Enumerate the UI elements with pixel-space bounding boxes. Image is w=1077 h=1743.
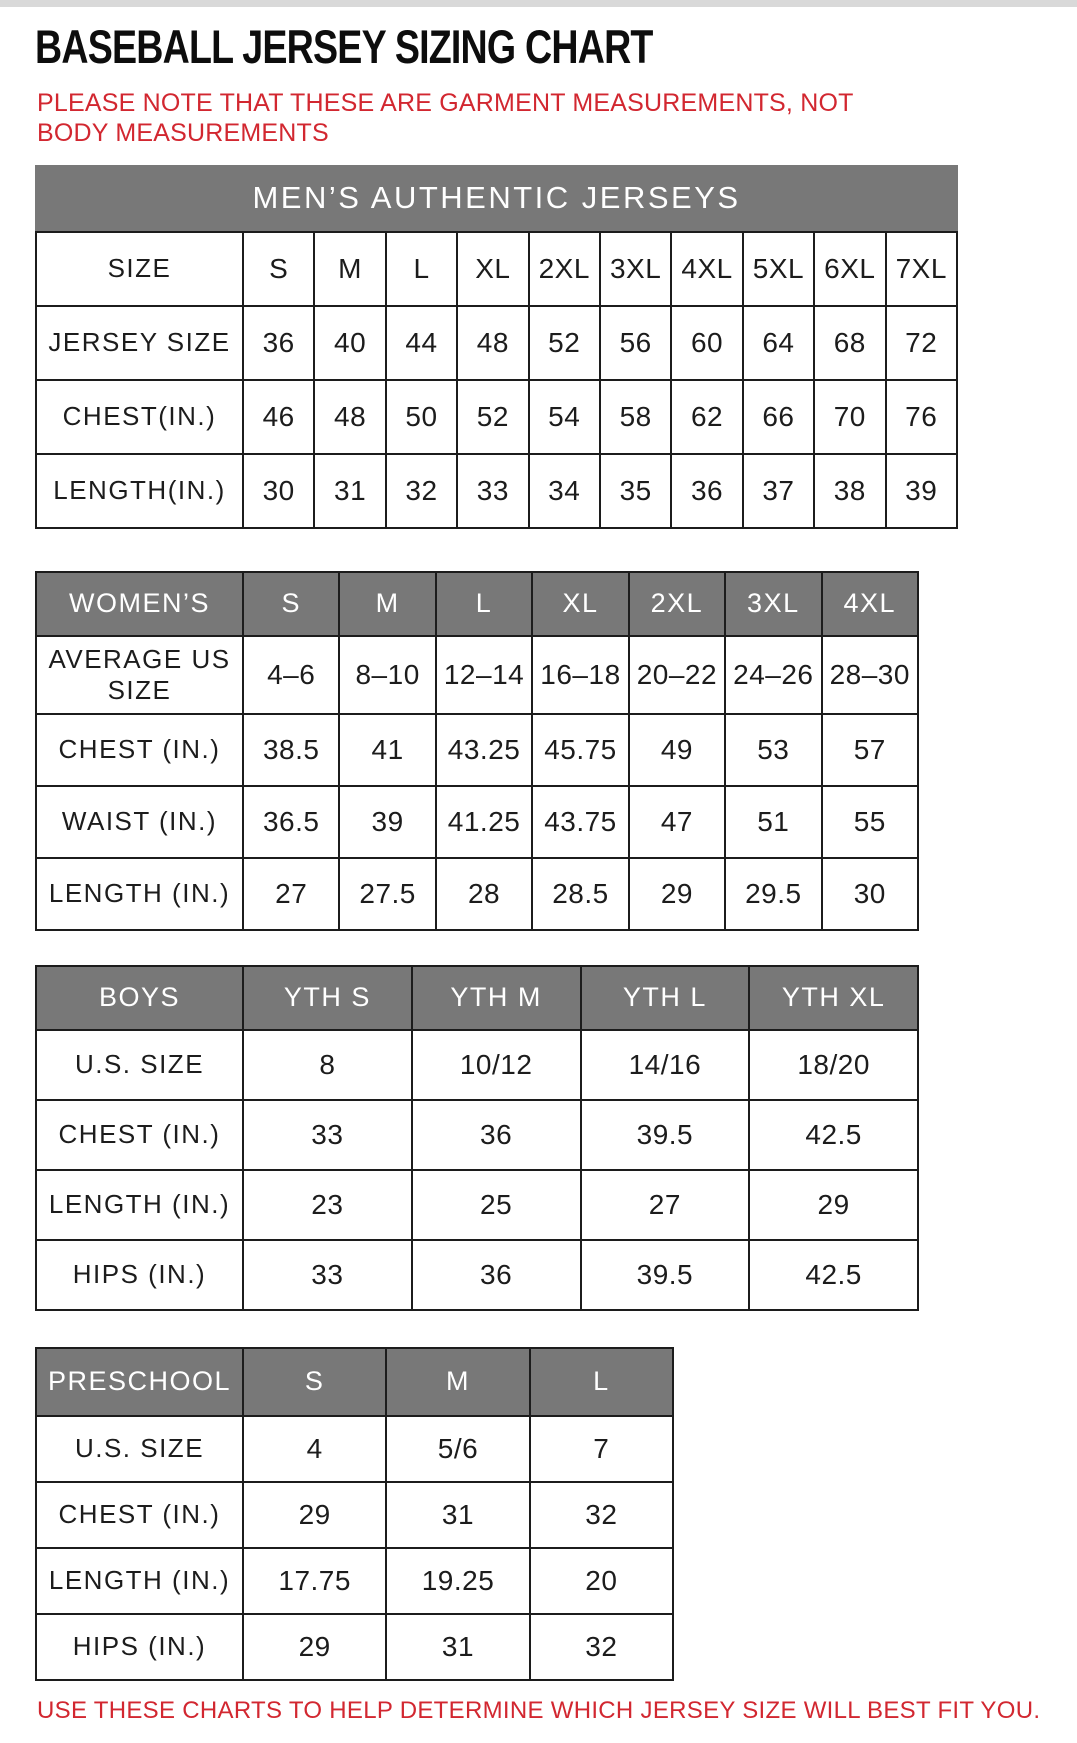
womens-row-label: LENGTH (IN.) [36, 858, 243, 930]
womens-value-cell: 53 [725, 714, 821, 786]
preschool-row [36, 1416, 673, 1482]
preschool-table-section [35, 1347, 674, 1681]
mens-value-cell: 72 [886, 306, 957, 380]
womens-value-cell: 30 [822, 858, 918, 930]
womens-row [36, 714, 918, 786]
womens-col-header: 4XL [822, 572, 918, 636]
boys-row-label: HIPS (IN.) [36, 1240, 243, 1310]
mens-value-cell: 44 [386, 306, 457, 380]
womens-value-cell: 41.25 [436, 786, 532, 858]
mens-value-cell: 48 [457, 306, 528, 380]
boys-header-row [36, 966, 918, 1030]
top-strip [0, 0, 1077, 7]
womens-value-cell: 47 [629, 786, 725, 858]
mens-value-cell: 6XL [814, 232, 885, 306]
womens-table [35, 571, 919, 931]
page-title: BASEBALL JERSEY SIZING CHART [35, 20, 653, 73]
mens-row [36, 380, 957, 454]
boys-row [36, 1100, 918, 1170]
preschool-value-cell: 31 [386, 1614, 529, 1680]
womens-col-header: 2XL [629, 572, 725, 636]
boys-header-label: BOYS [36, 966, 243, 1030]
womens-value-cell: 45.75 [532, 714, 628, 786]
mens-value-cell: 39 [886, 454, 957, 528]
mens-value-cell: 38 [814, 454, 885, 528]
womens-col-header: 3XL [725, 572, 821, 636]
boys-value-cell: 42.5 [749, 1100, 918, 1170]
preschool-value-cell: 19.25 [386, 1548, 529, 1614]
boys-value-cell: 10/12 [412, 1030, 581, 1100]
mens-value-cell: 31 [314, 454, 385, 528]
preschool-value-cell: 7 [530, 1416, 673, 1482]
boys-row [36, 1240, 918, 1310]
womens-value-cell: 28–30 [822, 636, 918, 714]
preschool-row-label: U.S. SIZE [36, 1416, 243, 1482]
preschool-value-cell: 29 [243, 1614, 386, 1680]
mens-value-cell: 4XL [671, 232, 742, 306]
womens-value-cell: 39 [339, 786, 435, 858]
womens-header-row [36, 572, 918, 636]
boys-value-cell: 33 [243, 1240, 412, 1310]
womens-col-header: M [339, 572, 435, 636]
womens-value-cell: 12–14 [436, 636, 532, 714]
mens-value-cell: 7XL [886, 232, 957, 306]
mens-row [36, 232, 957, 306]
mens-value-cell: 64 [743, 306, 814, 380]
mens-value-cell: 40 [314, 306, 385, 380]
womens-col-header: L [436, 572, 532, 636]
mens-value-cell: 76 [886, 380, 957, 454]
boys-value-cell: 39.5 [581, 1100, 750, 1170]
boys-table-section [35, 965, 919, 1311]
preschool-col-header: L [530, 1348, 673, 1416]
boys-col-header: YTH S [243, 966, 412, 1030]
mens-value-cell: 36 [243, 306, 314, 380]
preschool-row-label: LENGTH (IN.) [36, 1548, 243, 1614]
womens-value-cell: 51 [725, 786, 821, 858]
womens-value-cell: 29.5 [725, 858, 821, 930]
mens-value-cell: 34 [529, 454, 600, 528]
womens-value-cell: 28.5 [532, 858, 628, 930]
preschool-value-cell: 32 [530, 1482, 673, 1548]
boys-value-cell: 18/20 [749, 1030, 918, 1100]
mens-row-label: JERSEY SIZE [36, 306, 243, 380]
mens-value-cell: 37 [743, 454, 814, 528]
mens-value-cell: 62 [671, 380, 742, 454]
mens-value-cell: 2XL [529, 232, 600, 306]
mens-value-cell: 46 [243, 380, 314, 454]
boys-row-label: LENGTH (IN.) [36, 1170, 243, 1240]
boys-col-header: YTH L [581, 966, 750, 1030]
womens-value-cell: 55 [822, 786, 918, 858]
womens-value-cell: 36.5 [243, 786, 339, 858]
mens-value-cell: 3XL [600, 232, 671, 306]
boys-row-label: CHEST (IN.) [36, 1100, 243, 1170]
womens-value-cell: 57 [822, 714, 918, 786]
mens-value-cell: 54 [529, 380, 600, 454]
womens-row-label: CHEST (IN.) [36, 714, 243, 786]
boys-row [36, 1030, 918, 1100]
mens-table-section [35, 165, 958, 529]
womens-table-section [35, 571, 919, 931]
mens-value-cell: 35 [600, 454, 671, 528]
womens-value-cell: 27 [243, 858, 339, 930]
mens-value-cell: 32 [386, 454, 457, 528]
mens-value-cell: 66 [743, 380, 814, 454]
mens-value-cell: 70 [814, 380, 885, 454]
boys-value-cell: 25 [412, 1170, 581, 1240]
mens-banner: MEN’S AUTHENTIC JERSEYS [35, 165, 958, 231]
preschool-row [36, 1548, 673, 1614]
boys-value-cell: 8 [243, 1030, 412, 1100]
boys-row [36, 1170, 918, 1240]
preschool-value-cell: 31 [386, 1482, 529, 1548]
preschool-value-cell: 32 [530, 1614, 673, 1680]
boys-row-label: U.S. SIZE [36, 1030, 243, 1100]
mens-value-cell: 52 [457, 380, 528, 454]
mens-row [36, 454, 957, 528]
mens-value-cell: 36 [671, 454, 742, 528]
preschool-row [36, 1614, 673, 1680]
boys-value-cell: 36 [412, 1100, 581, 1170]
womens-value-cell: 28 [436, 858, 532, 930]
womens-value-cell: 43.75 [532, 786, 628, 858]
womens-row [36, 858, 918, 930]
preschool-row-label: HIPS (IN.) [36, 1614, 243, 1680]
womens-value-cell: 16–18 [532, 636, 628, 714]
mens-value-cell: 50 [386, 380, 457, 454]
preschool-row [36, 1482, 673, 1548]
mens-row-label: LENGTH(IN.) [36, 454, 243, 528]
mens-value-cell: L [386, 232, 457, 306]
mens-row-label: CHEST(IN.) [36, 380, 243, 454]
sizing-tables-container [35, 165, 1077, 1681]
boys-col-header: YTH M [412, 966, 581, 1030]
mens-value-cell: 52 [529, 306, 600, 380]
boys-value-cell: 42.5 [749, 1240, 918, 1310]
mens-row-label: SIZE [36, 232, 243, 306]
mens-value-cell: 56 [600, 306, 671, 380]
mens-value-cell: M [314, 232, 385, 306]
boys-value-cell: 29 [749, 1170, 918, 1240]
mens-value-cell: 5XL [743, 232, 814, 306]
womens-row-label: WAIST (IN.) [36, 786, 243, 858]
mens-value-cell: S [243, 232, 314, 306]
mens-value-cell: 60 [671, 306, 742, 380]
mens-value-cell: 48 [314, 380, 385, 454]
preschool-value-cell: 29 [243, 1482, 386, 1548]
womens-col-header: S [243, 572, 339, 636]
mens-value-cell: 30 [243, 454, 314, 528]
boys-value-cell: 36 [412, 1240, 581, 1310]
mens-value-cell: 33 [457, 454, 528, 528]
boys-table [35, 965, 919, 1311]
preschool-header-label: PRESCHOOL [36, 1348, 243, 1416]
womens-row [36, 786, 918, 858]
womens-row [36, 636, 918, 714]
preschool-value-cell: 20 [530, 1548, 673, 1614]
womens-value-cell: 24–26 [725, 636, 821, 714]
womens-value-cell: 43.25 [436, 714, 532, 786]
womens-value-cell: 20–22 [629, 636, 725, 714]
womens-value-cell: 8–10 [339, 636, 435, 714]
sizing-chart-page [0, 21, 1077, 1725]
womens-value-cell: 38.5 [243, 714, 339, 786]
womens-value-cell: 41 [339, 714, 435, 786]
womens-value-cell: 4–6 [243, 636, 339, 714]
preschool-table [35, 1347, 674, 1681]
womens-col-header: XL [532, 572, 628, 636]
preschool-row-label: CHEST (IN.) [36, 1482, 243, 1548]
preschool-header-row [36, 1348, 673, 1416]
boys-value-cell: 14/16 [581, 1030, 750, 1100]
boys-value-cell: 39.5 [581, 1240, 750, 1310]
boys-value-cell: 33 [243, 1100, 412, 1170]
mens-value-cell: 58 [600, 380, 671, 454]
mens-table [35, 231, 958, 529]
womens-value-cell: 27.5 [339, 858, 435, 930]
womens-row-label: AVERAGE US SIZE [36, 636, 243, 714]
mens-row [36, 306, 957, 380]
mens-value-cell: 68 [814, 306, 885, 380]
boys-col-header: YTH XL [749, 966, 918, 1030]
mens-value-cell: XL [457, 232, 528, 306]
footer-note: USE THESE CHARTS TO HELP DETERMINE WHICH JERSEY SIZE WILL BEST FIT YOU. [37, 1696, 1041, 1724]
boys-value-cell: 27 [581, 1170, 750, 1240]
preschool-col-header: S [243, 1348, 386, 1416]
womens-header-label: WOMEN’S [36, 572, 243, 636]
womens-value-cell: 29 [629, 858, 725, 930]
garment-measurements-note: PLEASE NOTE THAT THESE ARE GARMENT MEASUREMENTS, NOT BODY MEASUREMENTS [37, 88, 854, 148]
preschool-col-header: M [386, 1348, 529, 1416]
womens-value-cell: 49 [629, 714, 725, 786]
preschool-value-cell: 5/6 [386, 1416, 529, 1482]
boys-value-cell: 23 [243, 1170, 412, 1240]
preschool-value-cell: 17.75 [243, 1548, 386, 1614]
preschool-value-cell: 4 [243, 1416, 386, 1482]
